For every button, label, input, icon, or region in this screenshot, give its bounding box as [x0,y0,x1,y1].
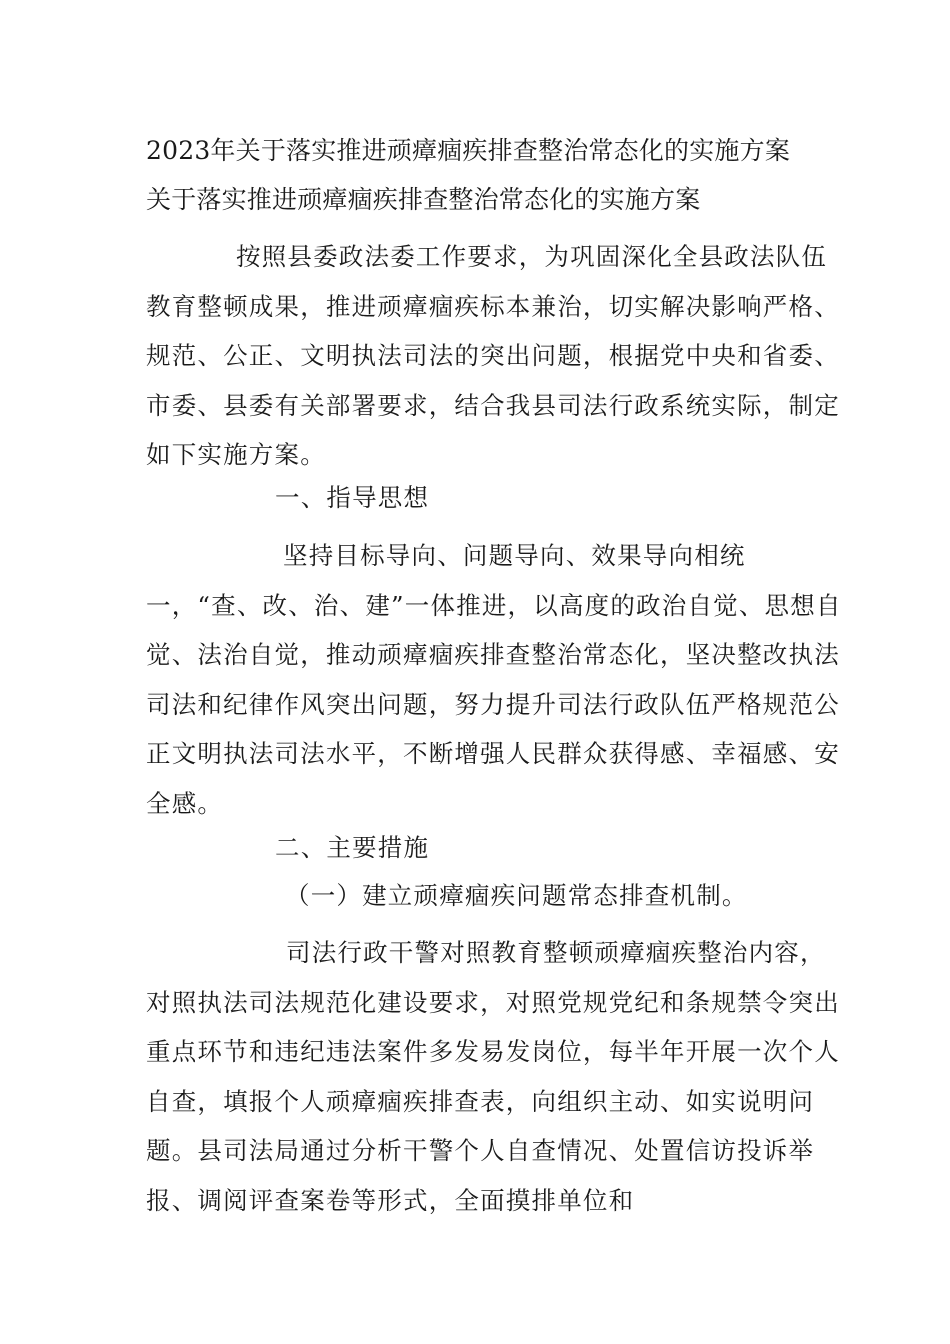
paragraph-guiding-ideology [146,531,846,828]
paragraph-intro [146,232,846,480]
paragraph-intro-text: 按照县委政法委工作要求，为巩固深化全县政法队伍教育整顿成果，推进顽瘴痼疾标本兼治，切实解决影响严格、规范、公正、文明执法司法的突出问题，根据党中央和省委、市委、县委有关部署要求，结合我县司法行政系统实际，制定如下实施方案。 [146,242,840,469]
paragraph-screening-mechanism [146,928,846,1225]
section-heading-main-measures: 二、主要措施 [275,833,430,862]
document-title: 2023年关于落实推进顽瘴痼疾排查整治常态化的实施方案 [146,136,791,165]
paragraph-guiding-ideology-text: 坚持目标导向、问题导向、效果导向相统一，“查、改、治、建”一体推进，以高度的政治自觉、思想自觉、法治自觉，推动顽瘴痼疾排查整治常态化，坚决整改执法司法和纪律作风突出问题，努力提升司法行政队伍严格规范公正文明执法司法水平，不断增强人民群众获得感、幸福感、安全感。 [146,541,842,818]
subsection-heading-screening-mechanism: （一）建立顽瘴痼疾问题常态排查机制。 [285,881,748,910]
document-subtitle: 关于落实推进顽瘴痼疾排查整治常态化的实施方案 [146,185,701,214]
section-heading-guiding-ideology: 一、指导思想 [275,483,430,512]
paragraph-screening-mechanism-text: 司法行政干警对照教育整顿顽瘴痼疾整治内容，对照执法司法规范化建设要求，对照党规党纪和条规禁令突出重点环节和违纪违法案件多发易发岗位，每半年开展一次个人自查，填报个人顽瘴痼疾排查表，向组织主动、如实说明问题。县司法局通过分析干警个人自查情况、处置信访投诉举报、调阅评查案卷等形式，全面摸排单位和 [146,938,840,1215]
